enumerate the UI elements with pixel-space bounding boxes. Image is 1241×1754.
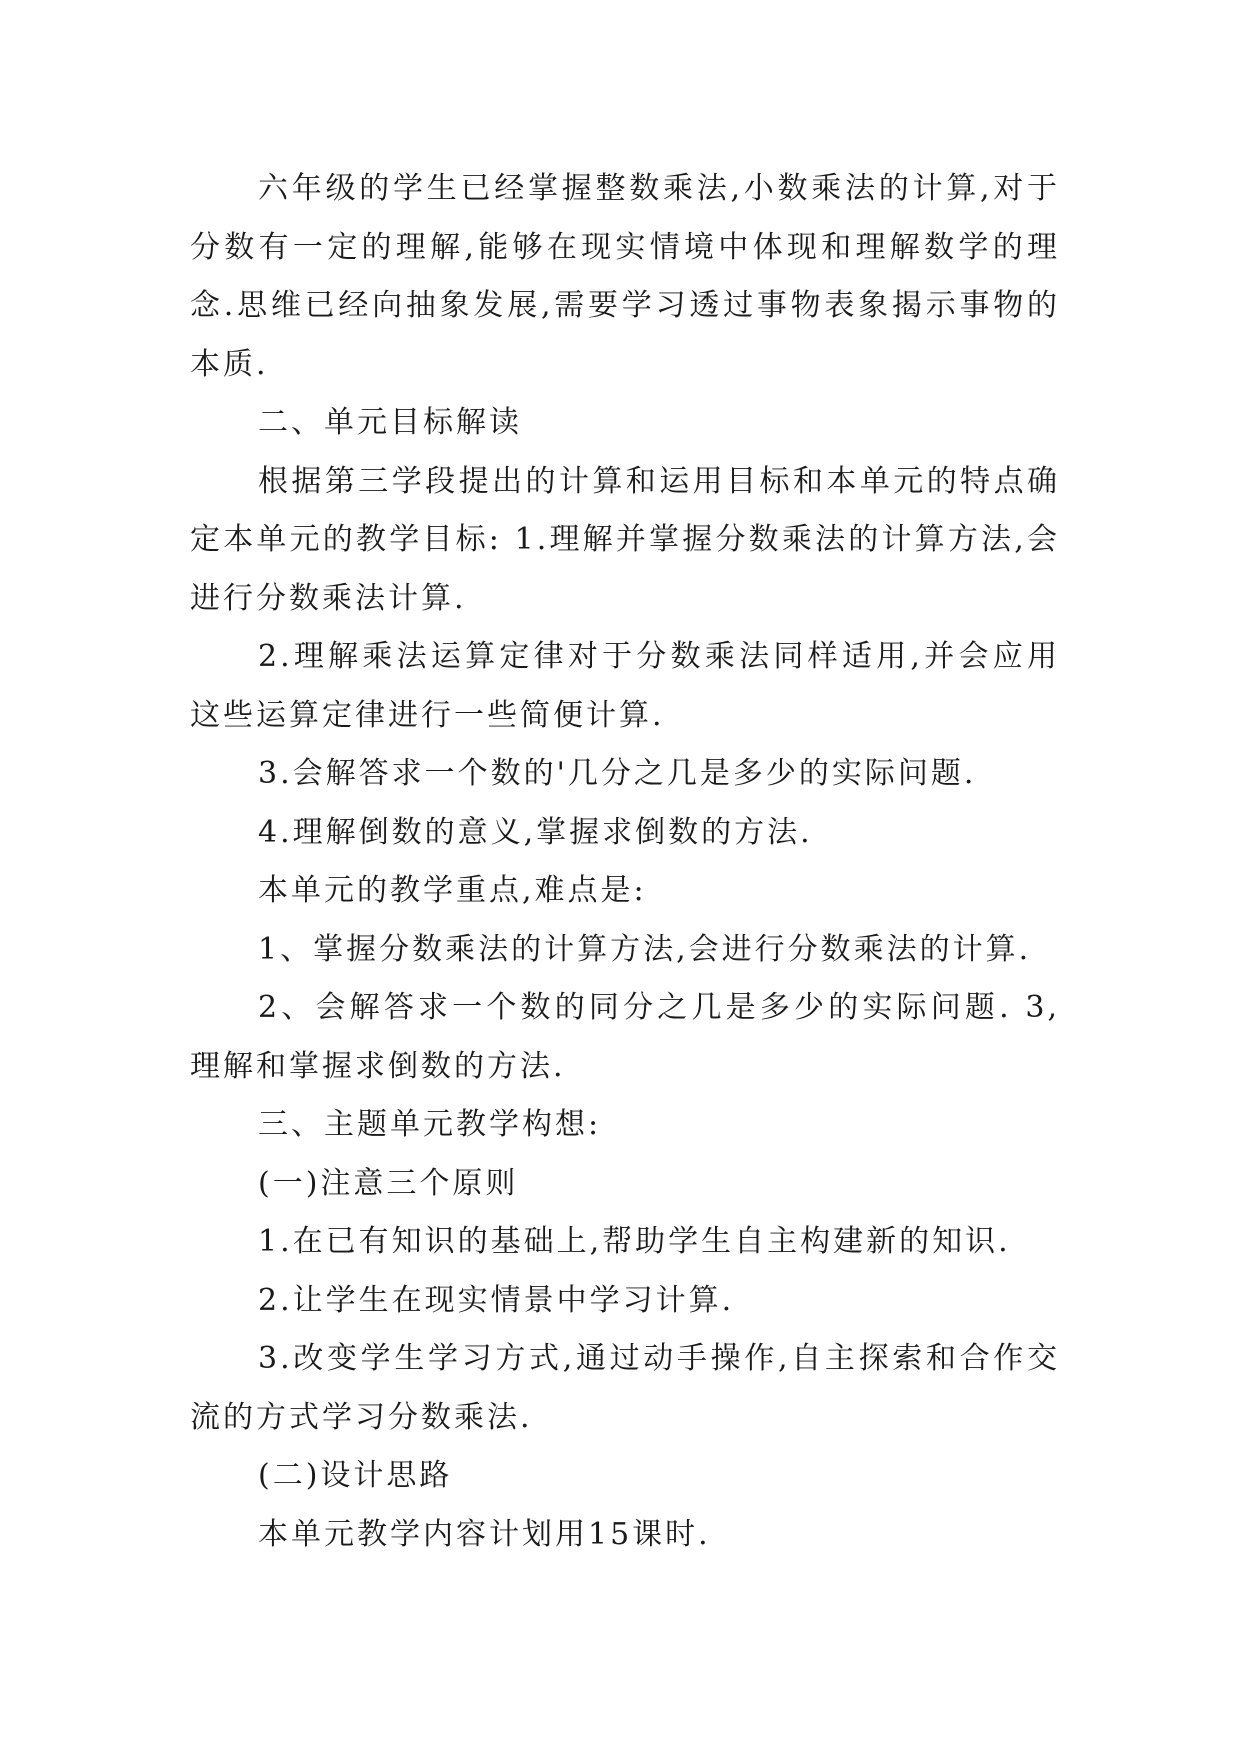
- paragraph-key-point-2: 2、会解答求一个数的同分之几是多少的实际问题. 3,理解和掌握求倒数的方法.: [190, 990, 1060, 1084]
- paragraph-goal-4: 4.理解倒数的意义,掌握求倒数的方法.: [258, 814, 813, 850]
- paragraph-principle-3: 3.改变学生学习方式,通过动手操作,自主探索和合作交流的方式学习分数乘法.: [190, 1341, 1060, 1435]
- paragraph-goal-2: 2.理解乘法运算定律对于分数乘法同样适用,并会应用这些运算定律进行一些简便计算.: [190, 639, 1060, 733]
- paragraph-key-points-intro: 本单元的教学重点,难点是:: [258, 873, 647, 908]
- document-body: [190, 160, 1060, 1564]
- subheading-three-principles: (一)注意三个原则: [258, 1165, 519, 1201]
- paragraph-student-background: 六年级的学生已经掌握整数乘法,小数乘法的计算,对于分数有一定的理解,能够在现实情境中体现和理解数学的理念.思维已经向抽象发展,需要学习透过事物表象揭示事物的本质.: [190, 171, 1060, 382]
- paragraph-key-point-1: 1、掌握分数乘法的计算方法,会进行分数乘法的计算.: [258, 931, 1032, 967]
- subheading-design-idea: (二)设计思路: [258, 1458, 453, 1493]
- heading-unit-goals: 二、单元目标解读: [258, 405, 522, 440]
- paragraph-principle-2: 2.让学生在现实情景中学习计算.: [258, 1282, 735, 1318]
- paragraph-principle-1: 1.在已有知识的基础上,帮助学生自主构建新的知识.: [258, 1224, 1011, 1259]
- paragraph-teaching-goals: 根据第三学段提出的计算和运用目标和本单元的特点确定本单元的教学目标: 1.理解并掌握分数乘法的计算方法,会进行分数乘法计算.: [190, 463, 1060, 616]
- heading-teaching-concept: 三、主题单元教学构想:: [258, 1107, 602, 1142]
- paragraph-goal-3: 3.会解答求一个数的'几分之几是多少的实际问题.: [258, 756, 977, 791]
- paragraph-lesson-plan: 本单元教学内容计划用15课时.: [258, 1516, 711, 1552]
